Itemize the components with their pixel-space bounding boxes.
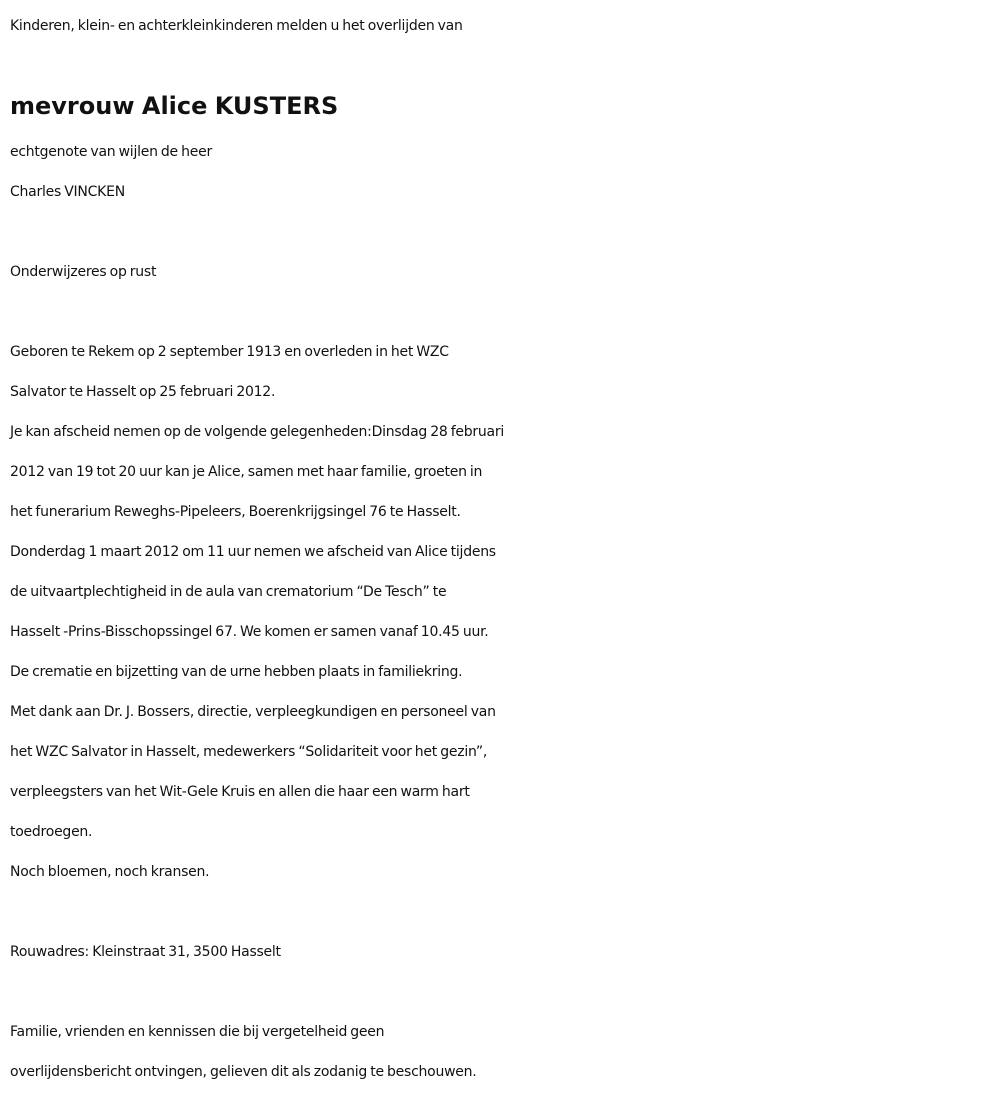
farewell-line: verpleegsters van het Wit-Gele Kruis en allen die haar een warm hart: [10, 784, 470, 800]
mourning-address: Rouwadres: Kleinstraat 31, 3500 Hasselt: [10, 944, 281, 960]
spacer: [10, 212, 995, 252]
farewell-line: het funerarium Reweghs-Pipeleers, Boerenkrijgsingel 76 te Hasselt.: [10, 504, 461, 520]
intro-text: Kinderen, klein- en achterkleinkinderen melden u het overlijden van: [10, 18, 463, 34]
farewell-line: De crematie en bijzetting van de urne hebben plaats in familiekring.: [10, 664, 463, 680]
spacer: [10, 892, 995, 932]
closing-line-1: Familie, vrienden en kennissen die bij vergetelheid geen: [10, 1024, 385, 1040]
death-notice: [10, 6, 995, 1092]
farewell-line: toedroegen.: [10, 824, 93, 840]
occupation-text: Onderwijzeres op rust: [10, 264, 157, 280]
spacer: [10, 972, 995, 1012]
deceased-name: mevrouw Alice KUSTERS: [10, 92, 339, 120]
birth-death-line-1: Geboren te Rekem op 2 september 1913 en overleden in het WZC: [10, 344, 449, 360]
spouse-line-1: echtgenote van wijlen de heer: [10, 144, 212, 160]
closing-line-2: overlijdensbericht ontvingen, gelieven dit als zodanig te beschouwen.: [10, 1064, 477, 1080]
spouse-line-2: Charles VINCKEN: [10, 184, 125, 200]
farewell-line: Noch bloemen, noch kransen.: [10, 864, 210, 880]
farewell-paragraph: [10, 412, 995, 892]
farewell-line: het WZC Salvator in Hasselt, medewerkers “Solidariteit voor het gezin”,: [10, 744, 488, 760]
farewell-line: Donderdag 1 maart 2012 om 11 uur nemen we afscheid van Alice tijdens: [10, 544, 496, 560]
farewell-line: Je kan afscheid nemen op de volgende gelegenheden:Dinsdag 28 februari: [10, 424, 505, 440]
farewell-line: de uitvaartplechtigheid in de aula van crematorium “De Tesch” te: [10, 584, 447, 600]
farewell-line: 2012 van 19 tot 20 uur kan je Alice, samen met haar familie, groeten in: [10, 464, 483, 480]
spacer: [10, 292, 995, 332]
farewell-line: Met dank aan Dr. J. Bossers, directie, verpleegkundigen en personeel van: [10, 704, 496, 720]
farewell-line: Hasselt -Prins-Bisschopssingel 67. We komen er samen vanaf 10.45 uur.: [10, 624, 489, 640]
birth-death-line-2: Salvator te Hasselt op 25 februari 2012.: [10, 384, 276, 400]
